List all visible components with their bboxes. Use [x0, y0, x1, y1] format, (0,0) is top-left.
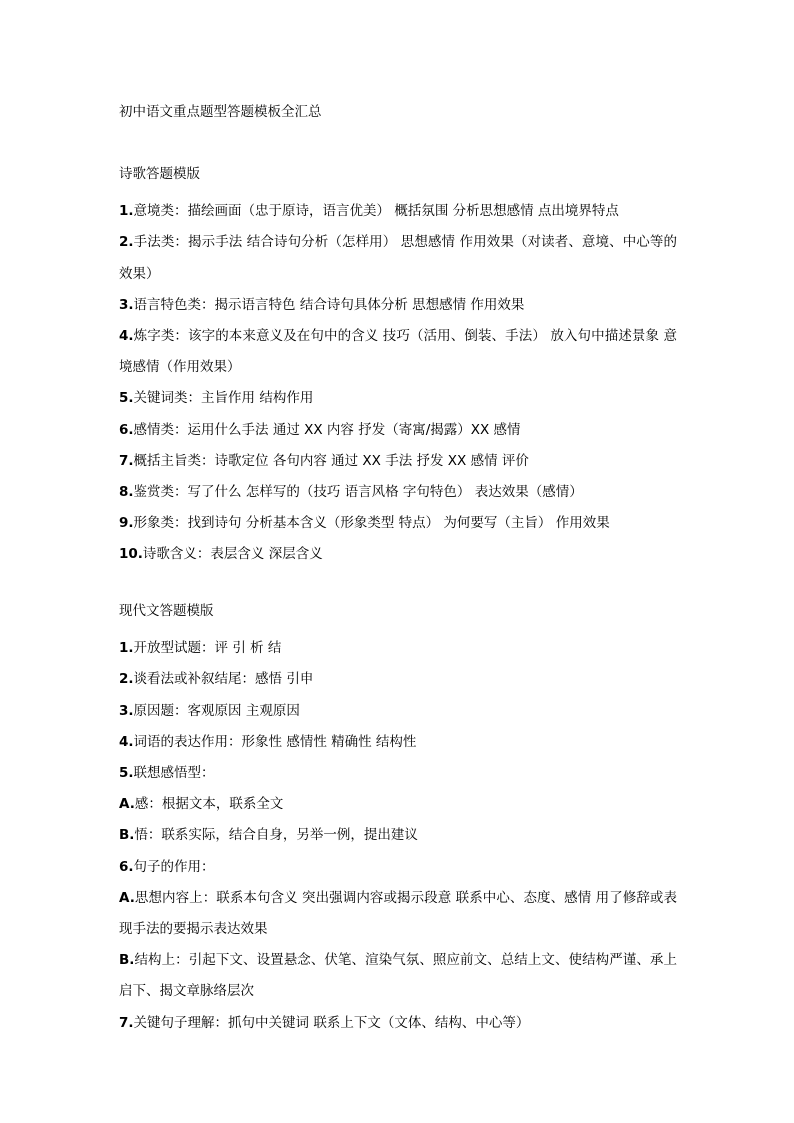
item-letter: B.	[119, 827, 135, 844]
item-text: 语言特色类：揭示语言特色 结合诗句具体分析 思想感情 作用效果	[133, 296, 525, 313]
list-item	[119, 227, 677, 289]
item-text: 谈看法或补叙结尾：感悟 引申	[133, 671, 314, 688]
section-heading: 诗歌答题模版	[119, 166, 200, 182]
item-number: 7.	[119, 452, 134, 469]
list-item	[119, 727, 677, 758]
item-number: 6.	[119, 858, 134, 875]
item-number: 4.	[119, 328, 134, 344]
item-number: 10.	[119, 546, 143, 563]
item-letter: A.	[119, 796, 135, 813]
item-number: 3.	[119, 702, 134, 719]
list-item	[119, 1008, 677, 1039]
item-number: 3.	[119, 296, 134, 313]
item-letter: A.	[119, 889, 135, 906]
item-text: 意境类：描绘画面（忠于原诗，语言优美） 概括氛围 分析思想感情 点出境界特点	[133, 203, 619, 220]
document-title: 初中语文重点题型答题模板全汇总	[119, 104, 322, 120]
item-text: 感情类：运用什么手法 通过 XX 内容 抒发（寄寓/揭露）XX 感情	[133, 421, 521, 438]
list-item	[119, 321, 677, 383]
sub-item	[119, 820, 677, 851]
item-text: 结构上：引起下文、设置悬念、伏笔、渲染气氛、照应前文、总结上文、使结构严谨、承上启下、揭文章脉络层次	[119, 952, 677, 1000]
list-item	[119, 852, 677, 883]
item-number: 6.	[119, 421, 134, 438]
sub-item	[119, 945, 677, 1007]
item-text: 句子的作用：	[133, 858, 215, 875]
item-text: 原因题：客观原因 主观原因	[133, 702, 300, 719]
list-item	[119, 508, 677, 539]
item-number: 8.	[119, 484, 134, 501]
item-number: 9.	[119, 515, 134, 532]
list-item	[119, 383, 677, 414]
list-item	[119, 415, 677, 446]
item-number: 5.	[119, 390, 134, 407]
section-heading: 现代文答题模版	[119, 603, 214, 619]
item-text: 关键句子理解：抓句中关键词 联系上下文（文体、结构、中心等）	[133, 1014, 530, 1031]
item-text: 鉴赏类：写了什么 怎样写的（技巧 语言风格 字句特色） 表达效果（感情）	[133, 484, 583, 501]
item-text: 概括主旨类：诗歌定位 各句内容 通过 XX 手法 抒发 XX 感情 评价	[133, 452, 529, 469]
list-item	[119, 446, 677, 477]
item-text: 形象类：找到诗句 分析基本含义（形象类型 特点） 为何要写（主旨） 作用效果	[133, 515, 610, 532]
list-item	[119, 290, 677, 321]
item-number: 1.	[119, 640, 134, 657]
item-number: 2.	[119, 234, 134, 251]
list-item	[119, 696, 677, 727]
list-item	[119, 539, 677, 570]
item-number: 7.	[119, 1014, 134, 1031]
item-text: 手法类：揭示手法 结合诗句分析（怎样用） 思想感情 作用效果（对读者、意境、中心等的效果）	[119, 234, 677, 282]
item-text: 关键词类：主旨作用 结构作用	[133, 390, 314, 407]
list-item	[119, 758, 677, 789]
section-poetry-templates	[119, 165, 677, 571]
item-text: 联想感悟型：	[133, 765, 215, 781]
sub-item	[119, 883, 677, 945]
section-modern-prose-templates	[119, 602, 677, 1039]
item-text: 感：根据文本，联系全文	[134, 796, 284, 813]
item-text: 词语的表达作用：形象性 感情性 精确性 结构性	[133, 733, 417, 750]
item-text: 开放型试题：评 引 析 结	[133, 640, 282, 657]
item-number: 4.	[119, 733, 134, 750]
item-text: 悟：联系实际，结合自身，另举一例，提出建议	[134, 827, 418, 844]
list-item	[119, 477, 677, 508]
item-text: 思想内容上：联系本句含义 突出强调内容或揭示段意 联系中心、态度、感情 用了修辞或表现手法的要揭示表达效果	[119, 889, 677, 938]
item-number: 1.	[119, 203, 134, 220]
item-number: 2.	[119, 671, 134, 688]
item-text: 炼字类：该字的本来意义及在句中的含义 技巧（活用、倒装、手法） 放入句中描述景象 意境感情（作用效果）	[119, 328, 677, 376]
item-number: 5.	[119, 765, 134, 781]
list-item	[119, 633, 677, 664]
item-text: 诗歌含义：表层含义 深层含义	[142, 546, 323, 563]
list-item	[119, 664, 677, 695]
sub-item	[119, 789, 677, 820]
list-item	[119, 196, 677, 227]
item-letter: B.	[119, 952, 135, 969]
